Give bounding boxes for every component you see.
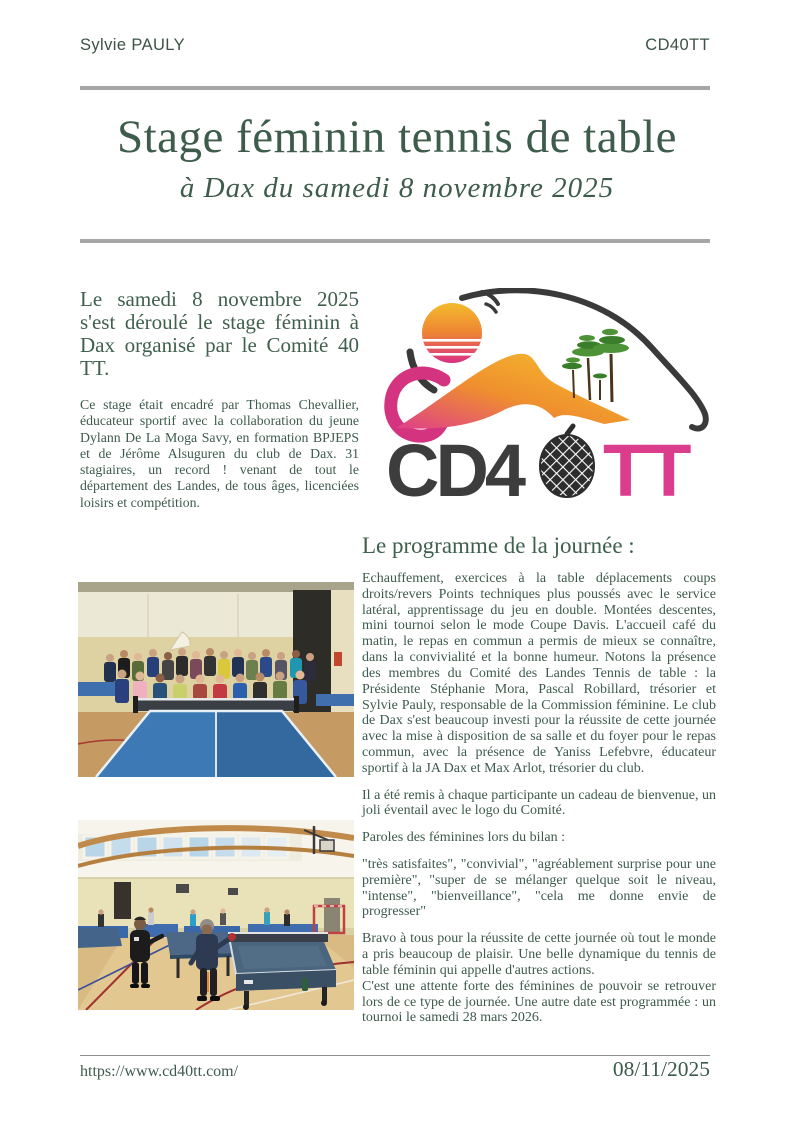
logo-word-right: TT xyxy=(603,429,690,512)
header-author: Sylvie PAULY xyxy=(80,36,186,54)
group-photo xyxy=(78,582,354,777)
program-column xyxy=(362,571,716,1037)
subtitle-divider xyxy=(80,239,710,243)
page-title: Stage féminin tennis de table xyxy=(116,111,678,163)
footer-url-link[interactable]: https://www.cd40tt.com/ xyxy=(80,1063,239,1080)
header-divider xyxy=(80,86,710,90)
pinecone-icon xyxy=(540,426,594,497)
program-paragraph: Echauffement, exercices à la table déplacements coups droits/revers Points techniques plus poussés avec le service latéral, apprentissage du jeu en double. Montées descentes, mini tournoi selon le mode Coupe Davis. L'accueil café du matin, le repas en commun a permis de mieux se connaître, dans la convivialité et la bonne humeur. Notons la présence des membres du Comité des Landes Tennis de table : la Présidente Stéphanie Mora, Pascal Robillard, trésorier et Sylvie Pauly, responsable de la Commission féminine. Le club de Dax s'est beaucoup investi pour la réussite de cette journée avec la mise à disposition de sa salle et du foyer pour le repas commun, avec la présence de Yaniss Lefebvre, éducateur sportif à la JA Dax et Max Arlot, trésorier du club. xyxy=(362,571,716,776)
cd40tt-logo-image xyxy=(372,288,712,516)
training-hall-photo xyxy=(78,820,354,1010)
training-hall-photo-image xyxy=(78,820,354,1010)
page-subtitle: à Dax du samedi 8 novembre 2025 xyxy=(179,172,615,204)
feedback-quotes-paragraph: "très satisfaites", "convivial", "agréablement surprise pour une première", "super de se mélanger quelque soit le niveau, "intense", "bienveillance", "cela me donne envie de progresser" xyxy=(362,857,716,920)
program-heading: Le programme de la journée : xyxy=(362,533,635,558)
closing-paragraph: Bravo à tous pour la réussite de cette journée où tout le monde a pris beaucoup de plaisir. Une belle dynamique du tennis de table féminin qui appelle d'autres actions. xyxy=(362,931,716,978)
footer-date: 08/11/2025 xyxy=(612,1057,710,1081)
intro-paragraph: Ce stage était encadré par Thomas Chevallier, éducateur sportif avec la collaboration du jeune Dylann De La Moga Savy, en formation BPJEPS et de Jérôme Alsuguren du club de Dax. 31 stagiaires, un record ! venant de tout le département des Landes, de tous âges, licenciées loisirs et compétition. xyxy=(80,397,359,510)
pine-trees-icon xyxy=(562,329,629,402)
feedback-intro-paragraph: Paroles des féminines lors du bilan : xyxy=(362,830,565,846)
header-brand: CD40TT xyxy=(645,36,710,54)
lead-paragraph: Le samedi 8 novembre 2025 s'est déroulé le stage féminin à Dax organisé par le Comité 40 TT. xyxy=(80,287,359,381)
gift-paragraph: Il a été remis à chaque participante un cadeau de bienvenue, un joli éventail avec le logo du Comité. xyxy=(362,787,716,819)
cd40tt-logo xyxy=(372,288,712,516)
next-date-paragraph: C'est une attente forte des féminines de pouvoir se retrouver lors de ce type de journée. Une autre date est programmée : un tournoi le samedi 28 mars 2026. xyxy=(362,978,716,1026)
footer-divider xyxy=(80,1055,710,1056)
logo-word-left: CD4 xyxy=(386,429,523,512)
group-photo-image xyxy=(78,582,354,777)
sun-icon xyxy=(418,303,486,363)
